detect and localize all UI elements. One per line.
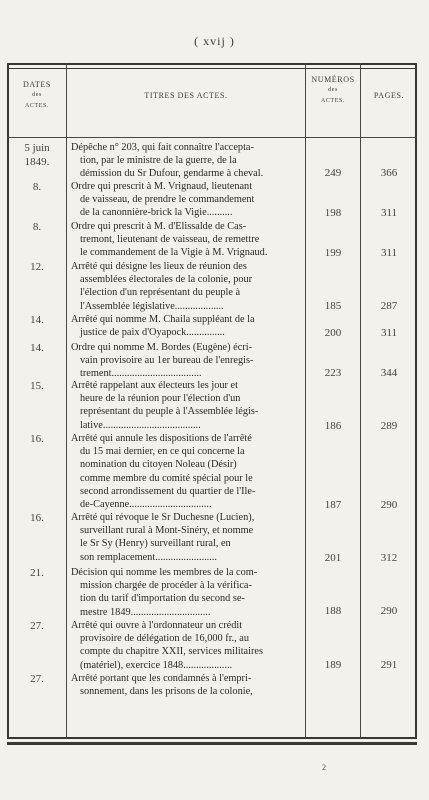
- act-page: 344: [380, 367, 398, 379]
- act-date: 8.: [32, 221, 42, 233]
- act-title: Dépêche n° 203, qui fait connaître l'accepta- tion, par le ministre de la guerre, de la démission du Sr Dufour, gendarme à cheval.: [71, 142, 264, 180]
- act-title: Arrêté qui nomme M. Chaila suppléant de la justice de paix d'Oyapock...............: [71, 314, 255, 339]
- act-date: 27.: [30, 673, 44, 685]
- act-date: 15.: [30, 380, 44, 392]
- act-title: Arrêté qui révoque le Sr Duchesne (Lucien), surveillant rural à Mont-Sinéry, et nomme le Sr Sy (Henry) surveillant rural, en son remplacement........................: [71, 512, 255, 563]
- act-title: Ordre qui prescrit à M. d'Elissalde de Cas- tremont, lieutenant de vaisseau, de remettre le commandement de la Vigie à M. Vrignaud.: [71, 221, 268, 259]
- page-header: ( xvij ): [194, 34, 235, 48]
- act-page: 289: [380, 420, 398, 432]
- header-titles: TITRES DES ACTES.: [144, 91, 228, 100]
- act-number: 223: [324, 367, 342, 379]
- act-number: 198: [324, 207, 342, 219]
- act-date: 16.: [30, 512, 44, 524]
- act-title: Ordre qui nomme M. Bordes (Eugène) écri- vain provisoire au 1er bureau de l'enregis- trement...................................: [71, 342, 254, 380]
- act-number: 200: [324, 327, 342, 339]
- act-page: 366: [380, 167, 398, 179]
- act-number: 199: [324, 247, 342, 259]
- act-number: 249: [324, 167, 342, 179]
- act-page: 311: [380, 207, 398, 219]
- act-date: 14.: [30, 342, 44, 354]
- act-number: 188: [324, 605, 342, 617]
- act-number: 201: [324, 552, 342, 564]
- act-number: 187: [324, 499, 342, 511]
- header-divider: [7, 137, 417, 138]
- act-title: Ordre qui prescrit à M. Vrignaud, lieutenant de vaisseau, de prendre le commandement de la canonnière-brick la Vigie..........: [71, 181, 255, 219]
- act-date: 14.: [30, 314, 44, 326]
- act-title: Arrêté qui ouvre à l'ordonnateur un crédit provisoire de délégation de 16,000 fr., au compte du chapitre XXII, services militaires (matériel), exercice 1848...................: [71, 620, 263, 671]
- act-title: Arrêté portant que les condamnés à l'empri- sonnement, dans les prisons de la colonie,: [71, 673, 253, 698]
- header-pages: PAGES.: [373, 91, 405, 100]
- act-page: 311: [380, 247, 398, 259]
- act-page: 311: [380, 327, 398, 339]
- act-date: 21.: [30, 567, 44, 579]
- act-number: 186: [324, 420, 342, 432]
- bottom-rule: [7, 742, 417, 745]
- act-date: 12.: [30, 261, 44, 273]
- act-date: 27.: [30, 620, 44, 632]
- act-date: 16.: [30, 433, 44, 445]
- act-title: Arrêté qui annule les dispositions de l'arrêté du 15 mai dernier, en ce qui concerne la nomination du citoyen Noleau (Désir) comme membre du comité spécial pour le second arrondissement du quartier de l'Ile- de-Cayenne................................: [71, 433, 256, 511]
- act-page: 290: [380, 605, 398, 617]
- signature-mark: 2: [322, 763, 326, 772]
- act-page: 290: [380, 499, 398, 511]
- act-title: Décision qui nomme les membres de la com- mission chargée de procéder à la vérifica- tion du tarif d'importation du second se- mestre 1849...............................: [71, 567, 258, 618]
- act-page: 291: [380, 659, 398, 671]
- act-date: 5 juin 1849.: [24, 142, 50, 168]
- act-page: 312: [380, 552, 398, 564]
- act-title: Arrêté rappelant aux électeurs les jour et heure de la réunion pour l'élection d'un représentant du peuple à l'Assemblée légis- lative......................................: [71, 380, 259, 431]
- act-page: 287: [380, 300, 398, 312]
- header-numbers: NUMÉROS des ACTES.: [311, 75, 355, 104]
- act-title: Arrêté qui désigne les lieux de réunion des assemblées électorales de la colonie, pour l'élection d'un représentant du peuple à l'Assemblée législative...................: [71, 261, 253, 312]
- header-dates: DATES des ACTES.: [23, 80, 51, 109]
- act-number: 189: [324, 659, 342, 671]
- act-number: 185: [324, 300, 342, 312]
- column-divider-dates: [66, 63, 67, 739]
- act-date: 8.: [32, 181, 42, 193]
- column-divider-numbers: [360, 63, 361, 739]
